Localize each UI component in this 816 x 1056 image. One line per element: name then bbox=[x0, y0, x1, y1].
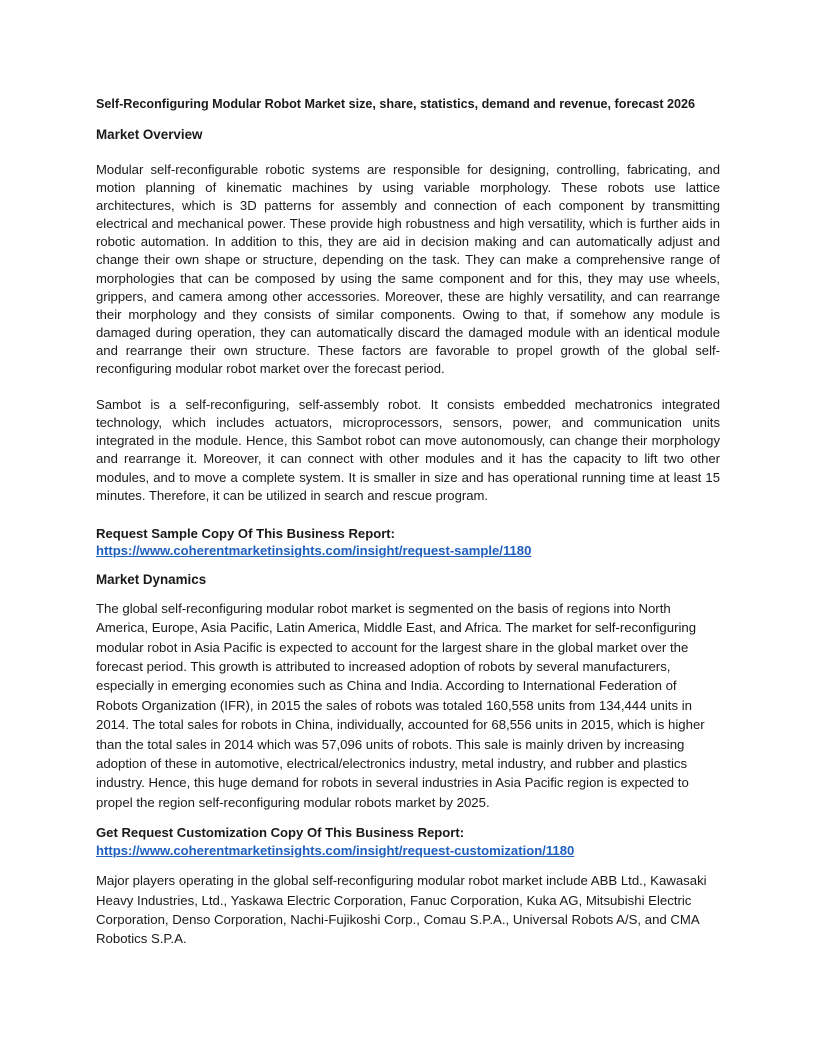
major-players-paragraph: Major players operating in the global self-reconfiguring modular robot market include ABB Ltd., Kawasaki Heavy Industries, Ltd., Yaskawa Electric Corporation, Fanuc Corporation, Kuka AG, Mitsubishi Electric Corporation, Denso Corporation, Nachi-Fujikoshi Corp., Comau S.P.A., Universal Robots A/S, and CMA Robotics S.P.A. bbox=[96, 873, 707, 947]
request-sample-label: Request Sample Copy Of This Business Report: bbox=[96, 525, 396, 541]
market-overview-heading: Market Overview bbox=[96, 127, 203, 142]
dynamics-paragraph: The global self-reconfiguring modular robot market is segmented on the basis of regions into North America, Europe, Asia Pacific, Latin America, Middle East, and Africa. The market for self-reconfiguring modular robot in Asia Pacific is expected to account for the largest share in the global market over the forecast period. This growth is attributed to increased adoption of robots by several manufacturers, especially in emerging economies such as China and India. According to International Federation of Robots Organization (IFR), in 2015 the sales of robots was totaled 160,558 units from 134,444 units in 2014. The total sales for robots in China, individually, accounted for 68,556 units in 2015, which is higher than the total sales in 2014 which was 57,096 units of robots. This sale is mainly driven by increasing adoption of these in automotive, electrical/electronics industry, metal industry, and rubber and plastics industry. Hence, this huge demand for robots in several industries in Asia Pacific region is expected to propel the region self-reconfiguring modular robots market by 2025. bbox=[96, 600, 705, 810]
request-customization-label: Get Request Customization Copy Of This Business Report: bbox=[96, 825, 465, 841]
document-title: Self-Reconfiguring Modular Robot Market size, share, statistics, demand and revenue, forecast 2026 bbox=[96, 97, 696, 111]
request-sample-link[interactable]: https://www.coherentmarketinsights.com/insight/request-sample/1180 bbox=[96, 543, 532, 559]
market-dynamics-heading: Market Dynamics bbox=[96, 571, 207, 587]
document-page bbox=[96, 96, 720, 967]
request-customization-link[interactable]: https://www.coherentmarketinsights.com/insight/request-customization/1180 bbox=[96, 842, 575, 858]
overview-paragraph-2: Sambot is a self-reconfiguring, self-assembly robot. It consists embedded mechatronics integrated technology, which includes actuators, microprocessors, sensors, power, and communication units integrated in the module. Hence, this Sambot robot can move autonomously, can change their morphology and rearrange it. Moreover, it can connect with other modules and it has the capacity to lift two other modules, and to move a complete system. It is smaller in size and has operational running time at least 15 minutes. Therefore, it can be utilized in search and rescue program. bbox=[96, 397, 720, 503]
overview-paragraph-1: Modular self-reconfigurable robotic systems are responsible for designing, controlling, fabricating, and motion planning of kinematic machines by using variable morphology. These robots use lattice architectures, which is 3D patterns for assembly and connection of each component by transmitting electrical and mechanical power. These provide high robustness and high versatility, which is further aids in robotic automation. In addition to this, they are aid in decision making and can automatically adjust and change their own shape or structure, depending on the task. They can make a comprehensive range of morphologies that can be composed by using the same component and for this, they may use wheels, grippers, and camera among other accessories. Moreover, these are highly versatility, and can rearrange their morphology and they consists of similar components. Owing to that, if somehow any module is damaged during operation, they can automatically discard the damaged module with an identical module and rearrange their own structure. These factors are favorable to propel growth of the global self-reconfiguring modular robot market over the forecast period. bbox=[96, 162, 720, 377]
